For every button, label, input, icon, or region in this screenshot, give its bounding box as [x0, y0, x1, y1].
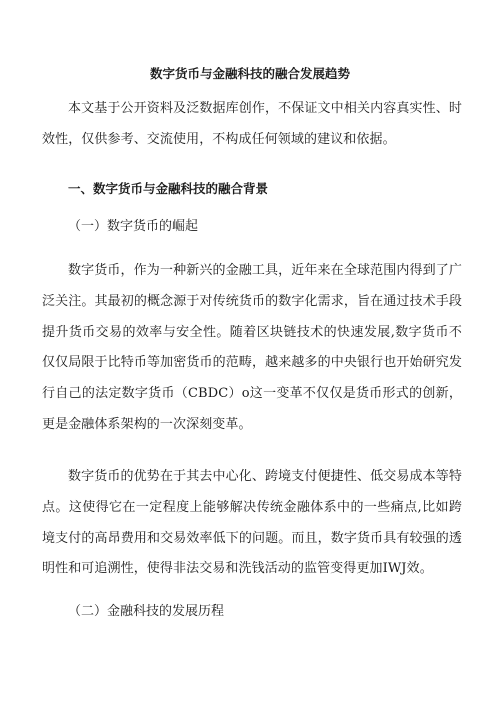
body-paragraph-1: 数字货币，作为一种新兴的金融工具，近年来在全球范围内得到了广泛关注。其最初的概念源于对传统货币的数字化需求，旨在通过技术手段提升货币交易的效率与安全性。随着区块链技术的快速发展,数字货币不仅仅局限于比特币等加密货币的范畴，越来越多的中央银行也开始研究发行自己的法定数字货币（CBDC）o这一变革不仅仅是货币形式的创新，更是金融体系架构的一次深刻变革。 [42, 263, 462, 432]
subsection-heading-fintech-history: （二）金融科技的发展历程 [68, 604, 225, 619]
disclaimer-paragraph: 本文基于公开资料及泛数据库创作，不保证文中相关内容真实性、时效性，仅供参考、交流使用，不构成任何领域的建议和依据。 [42, 101, 462, 147]
body-paragraph-2: 数字货币的优势在于其去中心化、跨境支付便捷性、低交易成本等特点。这使得它在一定程度上能够解决传统金融体系中的一些痛点,比如跨境支付的高昂费用和交易效率低下的问题。而且，数字货币具有较强的透明性和可追溯性，使得非法交易和洗钱活动的监管变得更加IWJ效。 [42, 469, 462, 577]
document-title: 数字货币与金融科技的融合发展趋势 [149, 66, 350, 81]
section-heading-background: 一、数字货币与金融科技的融合背景 [68, 181, 269, 196]
subsection-heading-rise-of-digital-currency: （一）数字货币的崛起 [68, 219, 199, 234]
